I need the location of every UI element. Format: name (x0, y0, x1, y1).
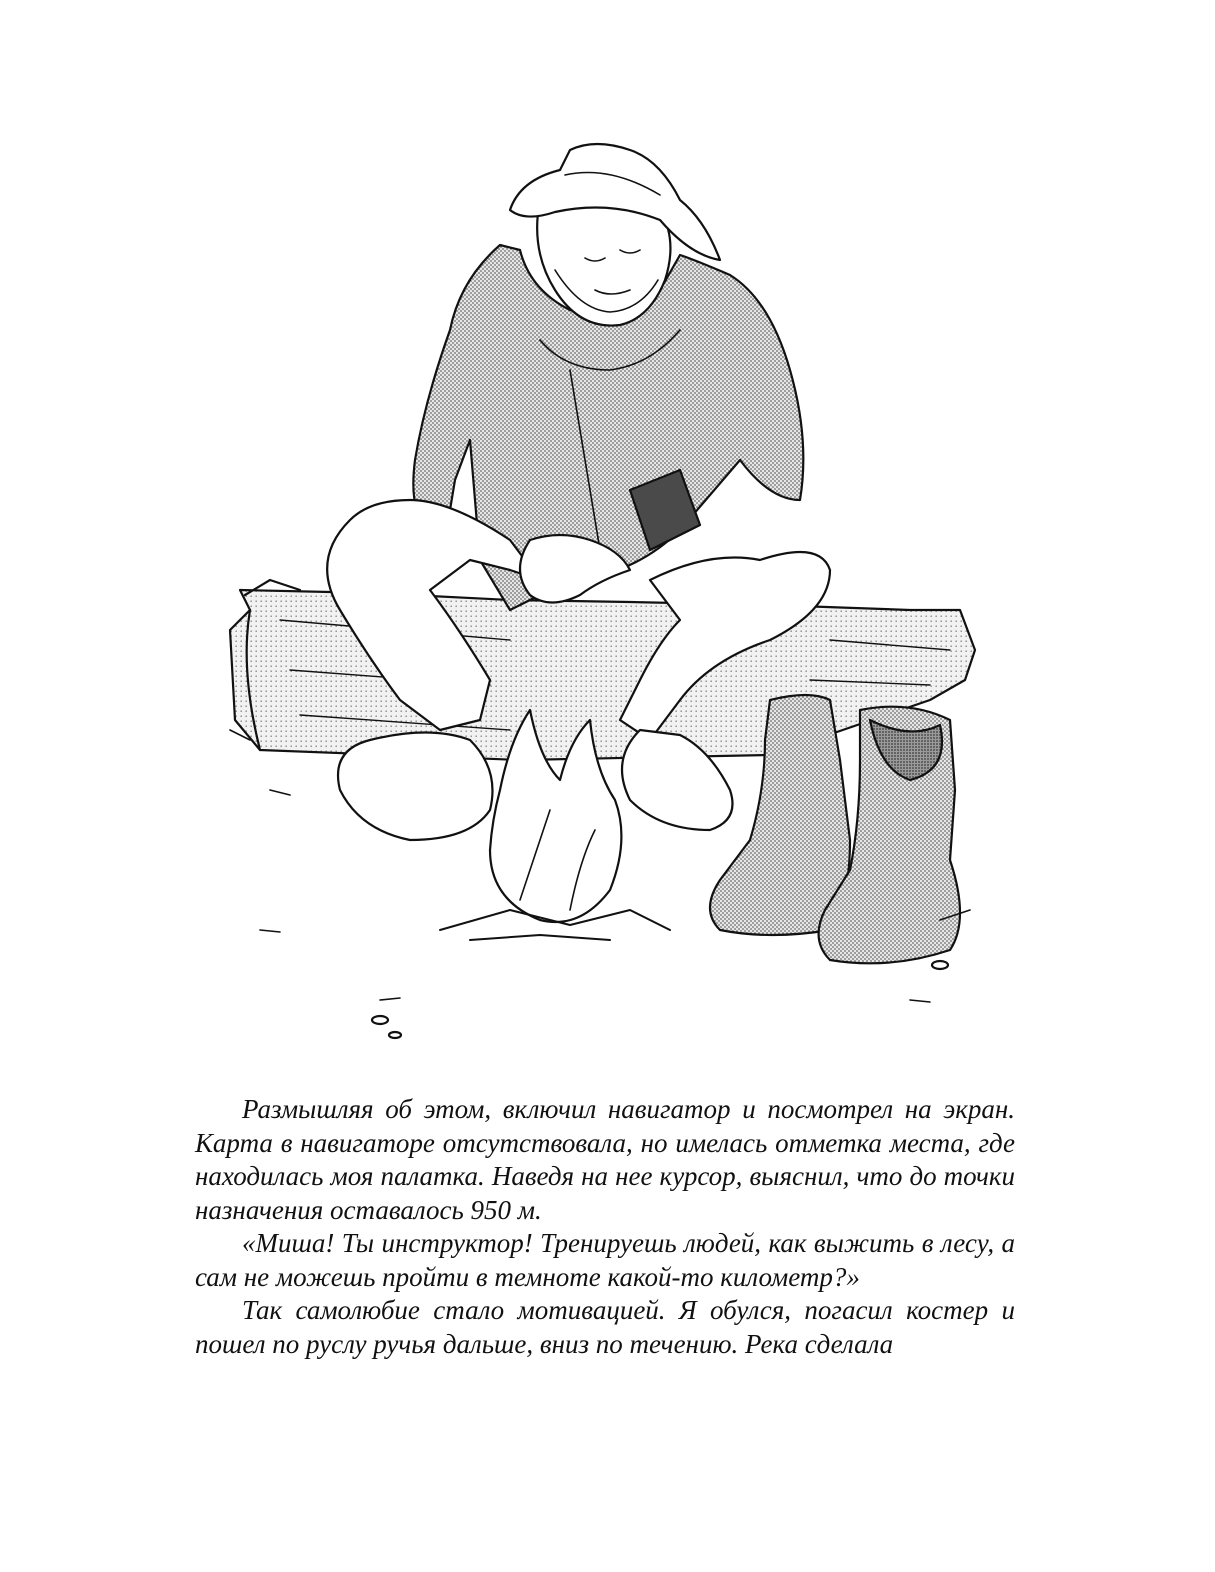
left-foot (338, 733, 493, 841)
body-text (195, 1093, 1015, 1361)
paragraph-1: Размышляя об этом, включил навигатор и посмотрел на экран. Карта в навигаторе отсутствовала, но имелась отметка места, где находилась моя палатка. Наведя на нее курсор, выяснил, что до точки назначения оставалось 950 м. (195, 1094, 1015, 1225)
man-by-campfire-illustration (210, 140, 1010, 1055)
paragraph-3: Так самолюбие стало мотивацией. Я обулся, погасил костер и пошел по руслу ручья дальше, вниз по течению. Река сделала (195, 1295, 1015, 1359)
paragraph-2: «Миша! Ты инструктор! Тренируешь людей, как выжить в лесу, а сам не можешь пройти в темноте какой-то километр?» (195, 1228, 1015, 1292)
